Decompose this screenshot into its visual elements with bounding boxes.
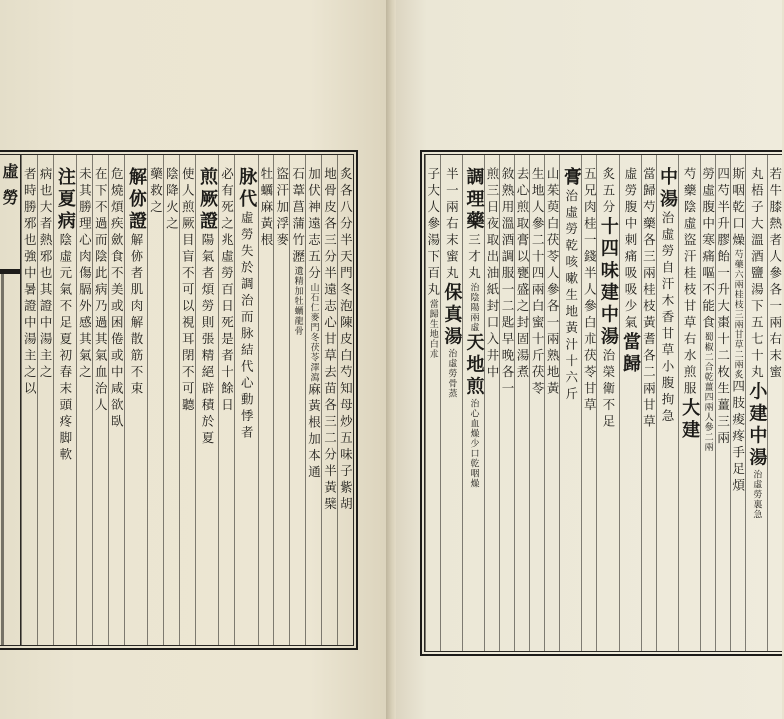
text-column xyxy=(499,155,514,651)
body-text: 生地人參二十四兩白蜜十斤茯苓 xyxy=(530,167,546,398)
left-frame-inner xyxy=(0,154,354,646)
column-text xyxy=(236,155,256,442)
text-column xyxy=(305,155,321,645)
body-text: 盜汗加浮麥 xyxy=(274,167,290,250)
body-text: 麻黃根加本通 xyxy=(306,382,322,482)
text-column xyxy=(440,155,462,651)
column-text xyxy=(464,155,484,489)
book-gutter xyxy=(386,0,396,719)
column-text xyxy=(218,155,236,415)
annotation-text: 治心血燥少口乾咽燥 xyxy=(468,398,479,489)
heading-text: 當歸 xyxy=(619,332,641,376)
body-text: 陰虛元氣不足夏初春末頭疼脚軟 xyxy=(57,233,73,464)
body-text: 子大人參湯下百丸 xyxy=(425,167,441,299)
body-text: 三才丸 xyxy=(466,233,482,283)
text-column xyxy=(218,155,234,645)
text-column xyxy=(289,155,305,645)
body-text: 病也大者熱邪也其證中湯主之 xyxy=(38,167,54,382)
text-column xyxy=(559,155,581,651)
heading-text: 中湯 xyxy=(657,167,679,211)
body-text: 加伏神遠志五分 xyxy=(306,167,322,283)
body-text: 斯咽乾口燥 xyxy=(730,167,746,250)
text-column xyxy=(179,155,195,645)
text-column xyxy=(195,155,218,645)
text-column xyxy=(234,155,257,645)
text-column xyxy=(21,155,37,645)
right-frame-inner xyxy=(424,154,782,652)
text-column xyxy=(581,155,596,651)
heading-text: 煎厥證 xyxy=(197,167,219,233)
column-text xyxy=(620,155,640,376)
body-text: 山茱萸白茯苓人參各一兩熟地黃 xyxy=(545,167,561,398)
body-text: 煎三日夜取出油紙封口入井中 xyxy=(484,167,500,382)
heading-text: 十四味建中湯 xyxy=(597,216,619,349)
body-text: 四芍半升膠飴一升大棗十二枚生薑三兩 xyxy=(715,167,731,448)
fold-line xyxy=(1,274,4,645)
body-text: 牡蠣麻黃根 xyxy=(258,167,274,250)
body-text: 危燒煩疾歛食不美或困倦或中咸欲臥 xyxy=(109,167,125,431)
margin-label-text: 虛勞 xyxy=(0,163,19,215)
text-column xyxy=(715,155,730,651)
text-column xyxy=(92,155,108,645)
body-text: 四肢痠疼手足煩 xyxy=(730,379,746,495)
text-column xyxy=(163,155,179,645)
body-text: 炙各八分半天門冬泡陳皮白芍知母炒五味子紫胡 xyxy=(338,167,354,514)
right-columns xyxy=(425,155,782,651)
column-text xyxy=(442,155,462,399)
text-column xyxy=(619,155,641,651)
column-text xyxy=(679,155,699,442)
column-text xyxy=(561,155,581,404)
body-text: 必有死之兆虛勞百日死是者十餘日 xyxy=(219,167,235,415)
text-column xyxy=(337,155,353,645)
body-text: 勞虛腹中寒痛嘔不能食 xyxy=(700,167,716,332)
column-text xyxy=(108,155,126,431)
heading-text: 天地煎 xyxy=(463,332,485,399)
text-column xyxy=(321,155,337,645)
body-text: 炙五分 xyxy=(600,167,616,217)
body-text: 治虛勞乾咳嗽生地黃汁十六斤 xyxy=(563,189,579,404)
text-column xyxy=(596,155,618,651)
body-text: 者時勝邪也強中暑證中湯主之以 xyxy=(22,167,38,398)
column-text xyxy=(55,155,75,464)
body-text: 敘熟用溫酒調服一二匙早晚各一 xyxy=(499,167,515,398)
body-text: 在下不過而陰此病乃過其氣血治人 xyxy=(93,167,109,415)
text-column xyxy=(484,155,499,651)
annotation-text: 芍藥六兩桂枝三兩甘草二兩炙 xyxy=(732,249,743,380)
right-text-frame xyxy=(420,150,782,656)
body-text: 未其勝理心肉傷膈外感其氣之 xyxy=(77,167,93,382)
column-text xyxy=(197,155,217,448)
text-column xyxy=(37,155,53,645)
body-text: 虛勞失於調治而脉結代心動悸者 xyxy=(239,211,255,442)
body-text: 當歸芍藥各三兩桂枝黃耆各二兩甘草 xyxy=(641,167,657,431)
text-column xyxy=(641,155,656,651)
text-column xyxy=(514,155,529,651)
body-text: 治榮衛不足 xyxy=(600,348,616,431)
heading-text: 注夏病 xyxy=(54,167,76,233)
annotation-text: 治陰陽兩虛 xyxy=(468,282,479,333)
left-columns xyxy=(21,155,353,645)
text-column xyxy=(745,155,767,651)
text-column xyxy=(108,155,124,645)
text-column xyxy=(544,155,559,651)
text-column xyxy=(656,155,678,651)
text-column xyxy=(258,155,274,645)
heading-text: 調理藥 xyxy=(463,167,485,233)
left-text-frame xyxy=(0,150,358,650)
text-column xyxy=(147,155,163,645)
body-text: 虛勞腹中刺痛吸吸少氣 xyxy=(622,167,638,332)
body-text: 若牛膝熱者人參各一兩右末蜜 xyxy=(767,167,783,382)
body-text: 芍藥陰虛盜汗桂枝甘草右水煎服 xyxy=(682,167,698,398)
body-text: 藥救之 xyxy=(148,167,164,217)
body-text: 丸梧子大溫酒鹽湯下五七十丸 xyxy=(749,167,765,382)
body-text: 半一兩右末蜜丸 xyxy=(444,167,460,283)
heading-text: 小建中湯 xyxy=(746,381,768,470)
annotation-text: 遺精加牡蠣龍骨 xyxy=(292,266,303,336)
body-text: 五兄肉桂一錢半人參白朮茯苓甘草 xyxy=(582,167,598,415)
text-column xyxy=(767,155,782,651)
column-text xyxy=(126,155,146,398)
body-text: 陽氣者煩勞則張精絕辟積於夏 xyxy=(200,233,216,448)
annotation-text: 山石仁麥門冬茯苓澤瀉 xyxy=(308,282,319,383)
heading-text: 脉代 xyxy=(236,167,258,211)
annotation-text: 治虛勞裏急 xyxy=(751,469,762,520)
annotation-text: 當歸生地白朮 xyxy=(427,299,438,359)
body-text: 使人煎厥目盲不可以視耳閉不可聽 xyxy=(180,167,196,415)
heading-text: 膏 xyxy=(560,167,582,189)
heading-text: 大建 xyxy=(679,398,701,442)
column-text xyxy=(179,155,197,415)
text-column xyxy=(76,155,92,645)
text-column xyxy=(273,155,289,645)
column-text xyxy=(657,155,677,426)
text-column xyxy=(425,155,440,651)
body-text: 解㑊者肌肉解散筋不束 xyxy=(128,233,144,398)
heading-text: 保真湯 xyxy=(441,282,463,349)
annotation-text: 蜀椒二合乾薑四兩人參二兩 xyxy=(702,332,713,452)
text-column xyxy=(678,155,700,651)
text-column xyxy=(124,155,147,645)
column-text xyxy=(598,155,618,431)
fold-margin-strip xyxy=(0,155,21,645)
text-column xyxy=(462,155,484,651)
column-text xyxy=(747,155,767,520)
body-text: 治虛勞自汗木香甘草小腹拘急 xyxy=(660,211,676,426)
annotation-text: 治虛勞骨蒸 xyxy=(446,348,457,399)
body-text: 石葦菖蒲竹瀝 xyxy=(290,167,306,266)
column-text xyxy=(37,155,55,382)
column-text xyxy=(337,155,355,514)
body-text: 陰降火之 xyxy=(164,167,180,233)
text-column xyxy=(700,155,715,651)
margin-label xyxy=(0,163,20,215)
text-column xyxy=(529,155,544,651)
column-text xyxy=(766,155,784,382)
text-column xyxy=(53,155,76,645)
body-text: 地骨皮各三分半遠志心甘草去苗各三二分半黃檗 xyxy=(322,167,338,514)
text-column xyxy=(730,155,745,651)
body-text: 去心煎取膏以甕盛之封固湯煮 xyxy=(515,167,531,382)
heading-text: 解㑊證 xyxy=(125,167,147,233)
